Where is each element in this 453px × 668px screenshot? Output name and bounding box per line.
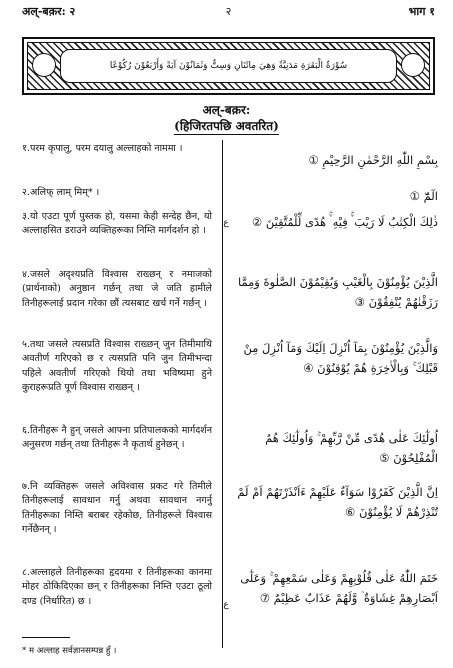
verse-translation: ५.तथा जसले त्यसप्रति विश्वास राख्छन् जुन तिमीमाथि अवतीर्ण गरिएको छ र त्यसप्रति पनि जुन तिमीभन्दा पहिले अवतीर्ण गरिएको थियो तथा भविष्यमा हुने कुराहरूप्रति पूर्ण विश्वास राख्छन् । <box>22 339 212 393</box>
surah-running-title: अल्-बक़र: २ <box>22 5 76 18</box>
verse-translation: ३.यो एउटा पूर्ण पुस्तक हो, यसमा केही सन्देह छैन, यो अल्लाहसित डराउने व्यक्तिहरूका निम्ति मार्गदर्शन हो । <box>22 211 212 237</box>
surah-title <box>0 102 453 135</box>
arabic-verse: الٓمّٓ ① <box>409 189 438 203</box>
surah-name: अल्-बक़र: <box>202 103 251 117</box>
arabic-verse: خَتَمَ اللّٰهُ عَلٰى قُلُوْبِهِمْ وَعَلٰى سَمْعِهِمْ ۚ وَعَلٰٓى اَبْصَارِهِمْ غِشَاوَةٌ ۡ وَّلَهُمْ عَذَابٌ عَظِيْمٌ ⑦ <box>240 571 438 605</box>
banner-text: سُوْرَةُ الْبَقَرَةِ مَدَنِيَّةٌ وَهِيَ مِائَتَانِ وَسِتٌّ وَثَمَانُوْنَ آيَةً وَأَرْبَعُوْنَ رُكُوْعًا <box>60 49 397 83</box>
verse-translation: १.परम कृपालु, परम दयालु अल्लाहको नाममा । <box>22 143 183 154</box>
part-label: भाग १ <box>408 5 435 18</box>
footnote: * म अल्लाह सर्वज्ञानसम्पन्न हुँ । <box>22 646 117 656</box>
arabic-verse: بِسْمِ اللّٰهِ الرَّحْمٰنِ الرَّحِيْمِ ① <box>308 153 438 167</box>
arabic-verse: وَالَّذِيْنَ يُؤْمِنُوْنَ بِمَآ اُنْزِلَ اِلَيْكَ وَمَآ اُنْزِلَ مِنْ قَبْلِكَ ۚ وَبِالْاٰخِرَةِ هُمْ يُوْقِنُوْنَ ④ <box>243 341 438 375</box>
column-divider <box>222 140 223 648</box>
ornament-left-icon <box>32 53 56 77</box>
footnote-divider <box>22 637 70 638</box>
ornament-right-icon <box>401 53 425 77</box>
page-header <box>22 4 435 20</box>
verse-translation: ६.तिनीहरू नै हुन् जसले आफ्ना प्रतिपालकको मार्गदर्शन अनुसरण गर्छन् तथा तिनीहरू नै कृतार्थ हुनेछन् । <box>22 425 212 451</box>
ruku-marker: ع <box>223 600 229 610</box>
verse-translation: ८.अल्लाहले तिनीहरूका हृदयमा र तिनीहरूका कानमा मोहर ठोकिदिएका छन् र तिनीहरूका निम्ति एउटा ठूलो दण्ड (निर्धारित) छ । <box>22 567 212 607</box>
arabic-verse: ذٰلِكَ الْكِتٰبُ لَا رَيْبَ ۛۚ فِيْهِ ۛۚ هُدًى لِّلْمُتَّقِيْنَ ② <box>251 215 438 229</box>
verse-translation: २.अलिफ् लाम् मिम्* । <box>22 187 100 198</box>
arabic-verse: اُولٰٓئِكَ عَلٰى هُدًى مِّنْ رَّبِّهِمْ ۚ وَاُولٰٓئِكَ هُمُ الْمُفْلِحُوْنَ ⑤ <box>265 431 438 465</box>
arabic-verse: الَّذِيْنَ يُؤْمِنُوْنَ بِالْغَيْبِ وَيُقِيْمُوْنَ الصَّلٰوةَ وَمِمَّا رَزَقْنٰهُمْ يُنْفِقُوْنَ ③ <box>237 275 438 309</box>
revelation-note: (हिजिरतपछि अवतरित) <box>174 119 279 133</box>
surah-banner <box>22 37 435 95</box>
verse-translation: ७.नि व्यक्तिहरू जसले अविश्वास प्रकट गरे तिमीले तिनीहरूलाई सावधान गर्नु अथवा सावधान नगर्नु तिनीहरूका निम्ति बराबर रहेकोछ, तिनीहरूले विश्वास गर्नेछैनन् । <box>22 481 212 535</box>
verse-translation: ४.जसले अदृश्यप्रति विश्वास राख्छन् र नमाजको (प्रार्थनाको) अनुष्ठान गर्छन् तथा जे जति हामीले तिनीहरूलाई प्रदान गरेका छौं त्यसबाट खर्च गर्ने गर्छन् । <box>22 269 212 309</box>
ruku-marker: ع <box>223 218 229 228</box>
arabic-verse: اِنَّ الَّذِيْنَ كَفَرُوْا سَوَآءٌ عَلَيْهِمْ ءَاَنْذَرْتَهُمْ اَمْ لَمْ تُنْذِرْهُمْ لَا يُؤْمِنُوْنَ ⑥ <box>237 485 438 519</box>
page-number: २ <box>225 5 232 18</box>
